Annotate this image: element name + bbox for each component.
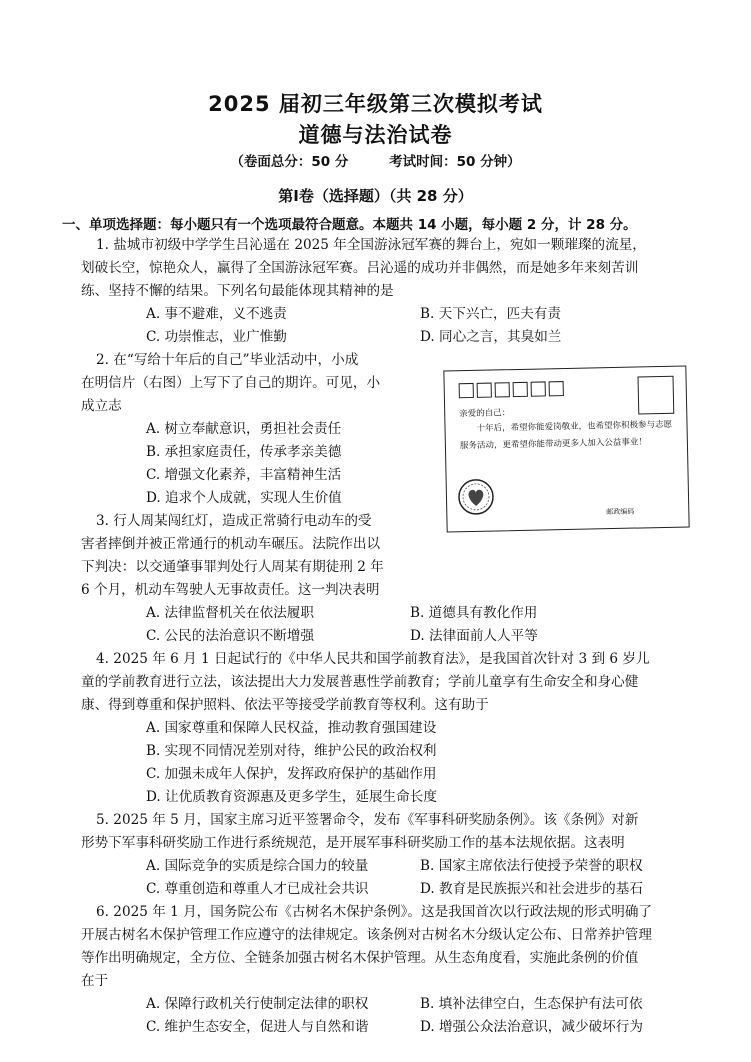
q3-line: 害者摔倒并被正常通行的机动车碾压。法院作出以 bbox=[81, 536, 381, 552]
q3-line: 3. 行人周某闯红灯，造成正常骑行电动车的受 bbox=[96, 513, 372, 529]
postcode-boxes bbox=[459, 381, 564, 398]
exam-subject: 道德与法治试卷 bbox=[298, 123, 453, 147]
q6-option-c: C. 维护生态安全，促进人与自然和谐 bbox=[146, 1019, 369, 1035]
exam-time: 考试时间：50 分钟） bbox=[389, 154, 521, 170]
q3-line: 6 个月，机动车驾驶人无事故责任。这一判决表明 bbox=[81, 582, 380, 598]
q3-option-a: A. 法律监督机关在依法履职 bbox=[146, 605, 314, 621]
q6-line: 6. 2025 年 1 月，国务院公布《古树名木保护条例》。这是我国首次以行政法规的形式明确了 bbox=[96, 904, 653, 920]
total-score: （卷面总分：50 分 bbox=[230, 154, 349, 170]
postcard-message: 十年后，希望你能爱岗敬业，也希望你积极参与志愿服务活动，更希望你能带动更多人加入公益事业！ bbox=[459, 419, 673, 452]
q2-option-d: D. 追求个人成就，实现人生价值 bbox=[146, 490, 342, 506]
part-heading: 第Ⅰ卷（选择题）（共 28 分） bbox=[278, 187, 473, 205]
q4-line: 童的学前教育进行立法，该法提出大力发展普惠性学前教育；学前儿童享有生命安全和身心健 bbox=[81, 674, 639, 690]
section-heading: 一、单项选择题：每小题只有一个选项最符合题意。本题共 14 小题，每小题 2 分，计 28 分。 bbox=[62, 217, 637, 233]
q4-option-b: B. 实现不同情况差别对待，维护公民的政治权利 bbox=[146, 743, 437, 759]
q3-option-c: C. 公民的法治意识不断增强 bbox=[146, 628, 315, 644]
q1-line: 划破长空，惊艳众人，赢得了全国游泳冠军赛。吕沁遥的成功并非偶然，而是她多年来刻苦训 bbox=[81, 260, 639, 276]
q3-line: 下判决：以交通肇事罪判处行人周某有期徒刑 2 年 bbox=[81, 559, 384, 575]
q3-option-b: B. 道德具有教化作用 bbox=[410, 605, 538, 621]
q5-option-a: A. 国际竞争的实质是综合国力的较量 bbox=[146, 858, 369, 874]
q6-option-d: D. 增强公众法治意识，减少破坏行为 bbox=[420, 1019, 643, 1035]
q6-line: 开展古树名木保护管理工作应遵守的法律规定。该条例对古树名木分级认定公布、日常养护管理 bbox=[81, 927, 652, 943]
q2-line: 在明信片（右图）上写下了自己的期许。可见，小 bbox=[81, 375, 381, 391]
q5-line: 形势下军事科研奖励工作进行系统规范，是开展军事科研奖励工作的基本法规依据。这表明 bbox=[81, 835, 625, 851]
q2-line: 成立志 bbox=[81, 398, 122, 414]
q3-option-d: D. 法律面前人人平等 bbox=[410, 628, 538, 644]
q4-line: 康、得到尊重和保护照料、依法平等接受学前教育等权利。这有助于 bbox=[81, 697, 489, 713]
heart-seal-icon bbox=[457, 478, 496, 517]
q6-option-b: B. 填补法律空白，生态保护有法可依 bbox=[420, 996, 643, 1012]
exam-title: 2025 届初三年级第三次模拟考试 bbox=[208, 92, 543, 116]
q1-line: 练、坚持不懈的结果。下列名句最能体现其精神的是 bbox=[81, 283, 394, 299]
q6-line: 在于 bbox=[81, 973, 109, 989]
q4-line: 4. 2025 年 6 月 1 日起试行的《中华人民共和国学前教育法》，是我国首次针对 3 到 6 岁儿 bbox=[96, 651, 650, 667]
q6-line: 等作出明确规定，全方位、全链条加强古树名木保护管理。从生态角度看，实施此条例的价值 bbox=[81, 950, 639, 966]
q4-option-a: A. 国家尊重和保障人民权益，推动教育强国建设 bbox=[146, 720, 437, 736]
q4-option-c: C. 加强未成年人保护，发挥政府保护的基础作用 bbox=[146, 766, 437, 782]
q1-option-d: D. 同心之言，其臭如兰 bbox=[420, 329, 562, 345]
stamp-box bbox=[637, 376, 674, 415]
q1-option-a: A. 事不避难，义不逃责 bbox=[146, 306, 287, 322]
q1-line: 1. 盐城市初级中学学生吕沁遥在 2025 年全国游泳冠军赛的舞台上，宛如一颗璀璨的流星， bbox=[96, 237, 646, 253]
postcard-figure bbox=[443, 365, 689, 532]
q1-option-c: C. 功崇惟志，业广惟勤 bbox=[146, 329, 287, 345]
q5-option-c: C. 尊重创造和尊重人才已成社会共识 bbox=[146, 881, 369, 897]
postcode-label: 邮政编码 bbox=[606, 507, 635, 517]
exam-meta bbox=[0, 150, 751, 170]
q2-option-a: A. 树立奉献意识，勇担社会责任 bbox=[146, 421, 342, 437]
q2-option-b: B. 承担家庭责任，传承孝亲美德 bbox=[146, 444, 342, 460]
q5-option-b: B. 国家主席依法行使授予荣誉的职权 bbox=[420, 858, 643, 874]
q2-line: 2. 在“写给十年后的自己”毕业活动中，小成 bbox=[96, 352, 359, 368]
q4-option-d: D. 让优质教育资源惠及更多学生，延展生命长度 bbox=[146, 789, 437, 805]
q2-option-c: C. 增强文化素养，丰富精神生活 bbox=[146, 467, 342, 483]
q5-line: 5. 2025 年 5 月，国家主席习近平签署命令，发布《军事科研奖励条例》。该《条例》对新 bbox=[96, 812, 639, 828]
q1-option-b: B. 天下兴亡，匹夫有责 bbox=[420, 306, 561, 322]
q5-option-d: D. 教育是民族振兴和社会进步的基石 bbox=[420, 881, 643, 897]
postcard-greeting: 亲爱的自己： bbox=[459, 408, 511, 420]
q6-option-a: A. 保障行政机关行使制定法律的职权 bbox=[146, 996, 369, 1012]
